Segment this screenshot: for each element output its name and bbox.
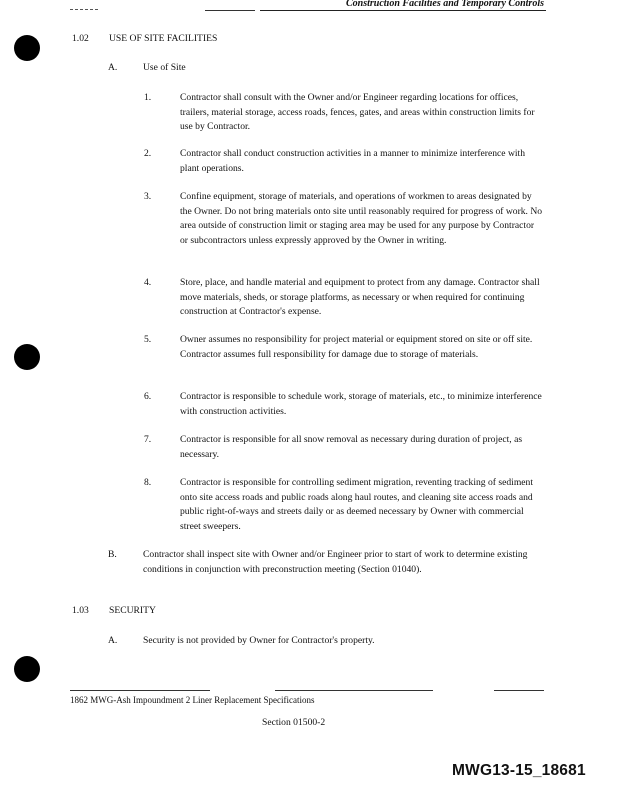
footer-project-title: 1862 MWG-Ash Impoundment 2 Liner Replacement Specifications — [70, 695, 315, 705]
punch-hole-bottom — [14, 656, 40, 682]
list-item-text: Store, place, and handle material and equipment to protect from any damage. Contractor shall move materials, sheds, or storage platforms, as necessary or when required for continuing construction at Contractor's expense. — [180, 277, 540, 317]
header-title: Construction Facilities and Temporary Controls — [345, 0, 544, 9]
list-item-text: Owner assumes no responsibility for project material or equipment stored on site or off site. Contractor assumes full responsibility for damage due to storage of materials. — [180, 334, 533, 360]
section-number: 1.02 — [72, 33, 89, 44]
footer-rule — [275, 690, 433, 691]
list-item-text: Confine equipment, storage of materials, and operations of workmen to areas designated by the Owner. Do not bring materials onto site until reasonably required for progress of work. No area outside of construction limit or staging area may be used for any purpose by Contractor or subcontractors unless expressly approved by the Owner in writing. — [180, 191, 543, 246]
document-id-stamp: MWG13-15_18681 — [452, 762, 586, 779]
list-item-text: Contractor is responsible for controlling sediment migration, reventing tracking of sediment onto site access roads and public roads along haul routes, and cleaning site access roads and public right-of-ways and streets daily or as deemed necessary by Owner with commercial street sweepers. — [180, 477, 534, 532]
footer-section-number: Section 01500-2 — [262, 717, 326, 728]
list-item-number: 4. — [144, 277, 152, 288]
list-item-number: 3. — [144, 191, 152, 202]
list-item-number: 7. — [144, 434, 152, 445]
list-item-number: 8. — [144, 477, 152, 488]
subsection-letter: A. — [108, 635, 118, 646]
list-item-text: Contractor is responsible to schedule work, storage of materials, etc., to minimize interference with construction activities. — [180, 391, 542, 417]
list-item-number: 2. — [144, 148, 152, 159]
subsection-text: Contractor shall inspect site with Owner and/or Engineer prior to start of work to determine existing conditions in conjunction with preconstruction meeting (Section 01040). — [143, 549, 528, 575]
list-item-number: 5. — [144, 334, 152, 345]
header-dash-mark — [70, 9, 98, 10]
subsection-letter: A. — [108, 62, 118, 73]
list-item-text: Contractor shall consult with the Owner and/or Engineer regarding locations for offices, trailers, material storage, access roads, fences, gates, and areas within construction limits for use by Contractor. — [180, 92, 535, 132]
subsection-heading: Use of Site — [143, 62, 186, 73]
punch-hole-top — [14, 35, 40, 61]
punch-hole-middle — [14, 344, 40, 370]
subsection-text: Security is not provided by Owner for Contractor's property. — [143, 635, 375, 646]
list-item-text: Contractor is responsible for all snow removal as necessary during duration of project, as necessary. — [180, 434, 523, 460]
list-item-number: 1. — [144, 92, 152, 103]
list-item-text: Contractor shall conduct construction activities in a manner to minimize interference with plant operations. — [180, 148, 525, 174]
footer-rule — [494, 690, 544, 691]
list-item-number: 6. — [144, 391, 152, 402]
subsection-letter: B. — [108, 549, 117, 560]
section-title: SECURITY — [109, 605, 156, 616]
section-title: USE OF SITE FACILITIES — [109, 33, 218, 44]
header-short-rule — [205, 10, 255, 11]
section-number: 1.03 — [72, 605, 89, 616]
footer-rule — [70, 690, 210, 691]
